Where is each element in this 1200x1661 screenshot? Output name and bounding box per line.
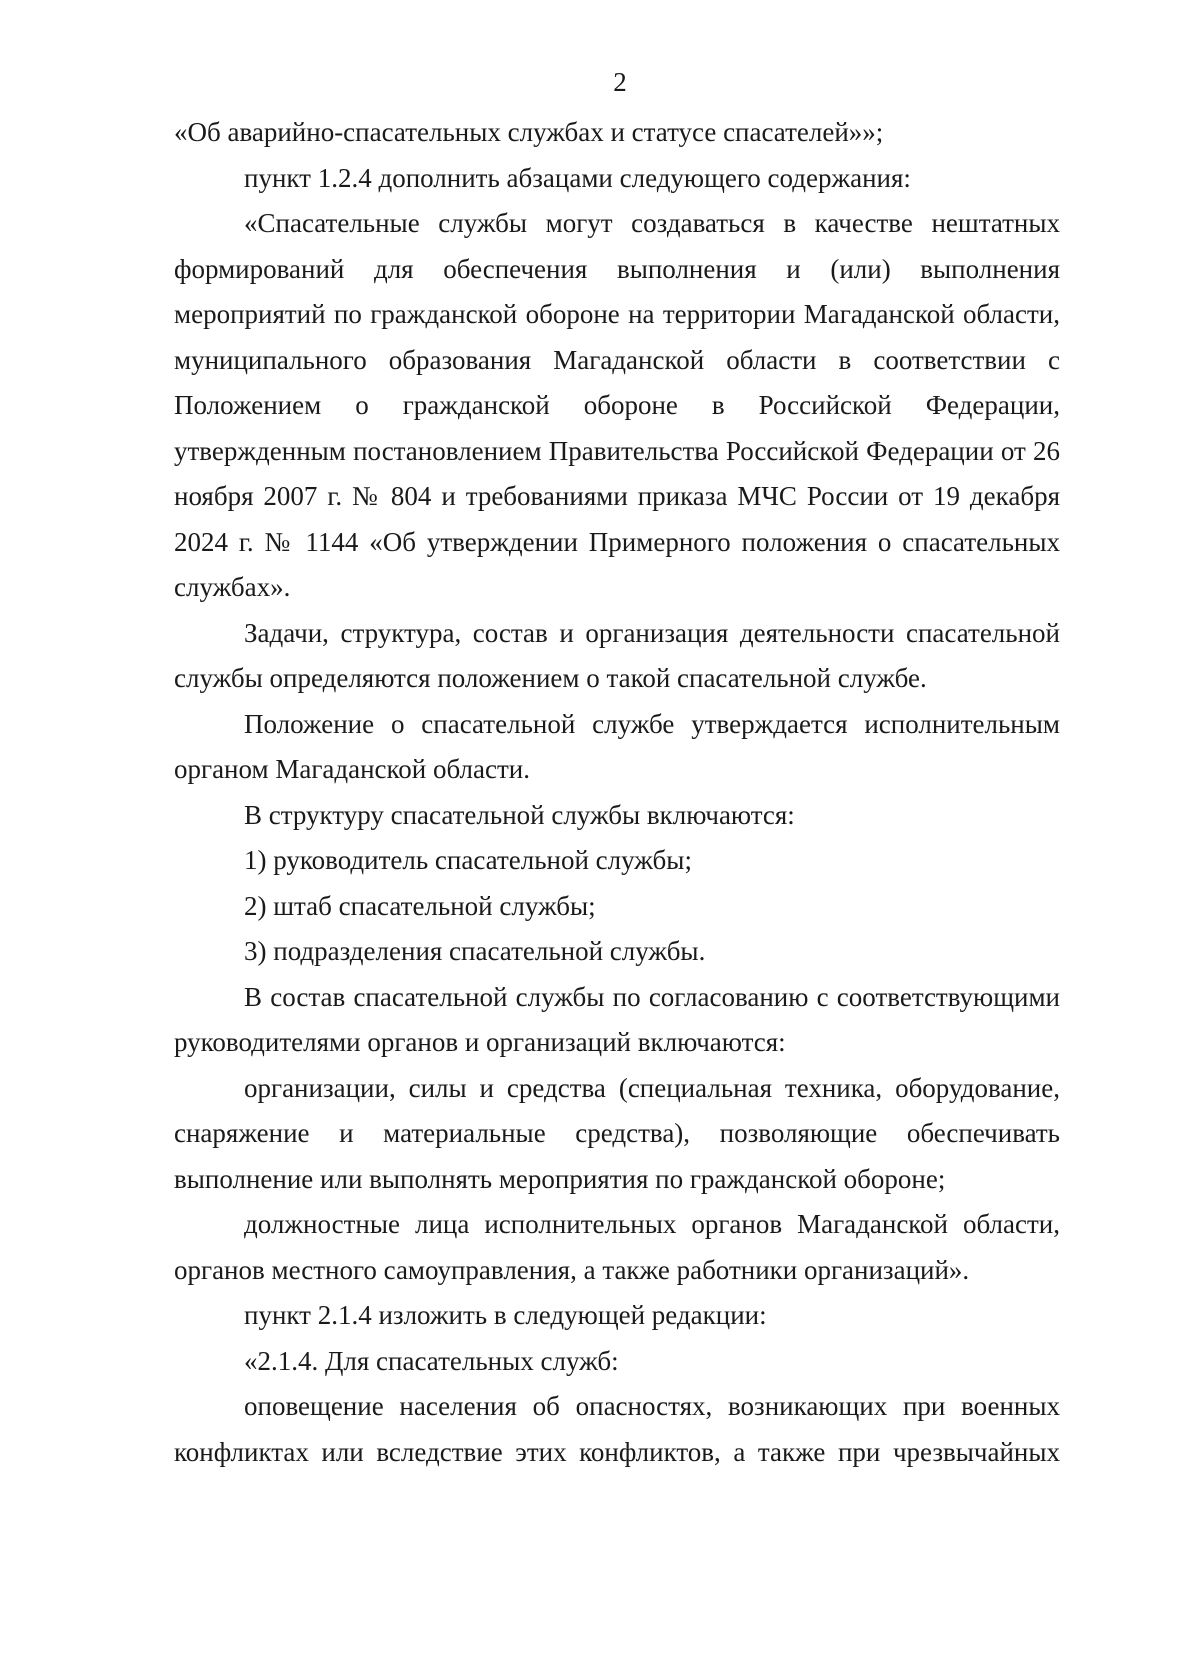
- list-item-2: 2) штаб спасательной службы;: [244, 890, 596, 921]
- paragraph-3: «Спасательные службы могут создаваться в качестве нештатных формирований для обеспечения выполнения и (или) выполнения мероприятий по гражданской обороне на территории Магаданской области, муниципального образования Магаданской области в соответствии с Положением о гражданской обороне в Российской Федерации, утвержденным постановлением Правительства Российской Федерации от 26 ноября 2007 г. № 804 и требованиями приказа МЧС России от 19 декабря 2024 г. № 1144 «Об утверждении Примерного положения о спасательных службах».: [174, 208, 1060, 602]
- paragraph-9: должностные лица исполнительных органов Магаданской области, органов местного самоуправления, а также работники организаций».: [174, 1209, 1060, 1285]
- paragraph-8: организации, силы и средства (специальная техника, оборудование, снаряжение и материальные средства), позволяющие обеспечивать выполнение или выполнять мероприятия по гражданской обороне;: [174, 1072, 1060, 1194]
- paragraph-4: Задачи, структура, состав и организация деятельности спасательной службы определяются положением о такой спасательной службе.: [174, 617, 1060, 693]
- list-item-1: 1) руководитель спасательной службы;: [244, 845, 692, 875]
- paragraph-7: В состав спасательной службы по согласованию с соответствующими руководителями органов и организаций включаются:: [174, 981, 1060, 1057]
- list-item-3: 3) подразделения спасательной службы.: [244, 936, 706, 966]
- paragraph-10: пункт 2.1.4 изложить в следующей редакции:: [244, 1300, 767, 1330]
- document-body: [174, 110, 1060, 1475]
- paragraph-1: «Об аварийно-спасательных службах и статусе спасателей»»;: [174, 117, 884, 147]
- paragraph-6: В структуру спасательной службы включаются:: [244, 799, 795, 830]
- paragraph-11: «2.1.4. Для спасательных служб:: [244, 1345, 619, 1376]
- page-number: 2: [613, 67, 627, 97]
- paragraph-5: Положение о спасательной службе утверждается исполнительным органом Магаданской области.: [174, 708, 1060, 784]
- paragraph-2: пункт 1.2.4 дополнить абзацами следующего содержания:: [244, 162, 911, 193]
- paragraph-12: оповещение населения об опасностях, возникающих при военных конфликтах или вследствие этих конфликтов, а также при чрезвычайных: [174, 1391, 1060, 1467]
